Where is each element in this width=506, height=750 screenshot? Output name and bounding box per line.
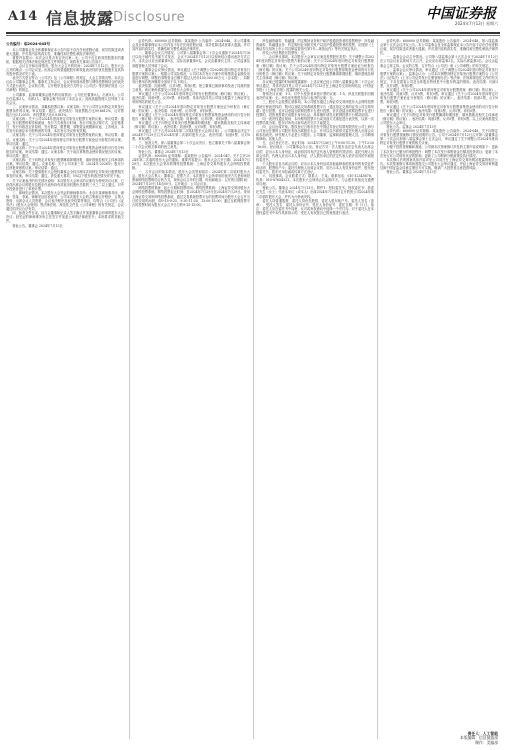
- column-divider: [253, 39, 254, 739]
- section-title-english: Disclosure: [113, 10, 186, 25]
- article-paragraph: 关于议案表决的有关情况说明：本次股东大会审议的议案均为特别决议议案，已获得出席会议的股东及股东代表所持有效表决权股份总数的三分之二以上通过。对中小投资者进行了单独计票。: [6, 178, 124, 191]
- article-paragraph: 网络投票的系统、起止日期和投票时间。网络投票系统：上海证券交易所股东大会网络投票系统。网络投票起止时间：自2024年7月29日至2024年7月29日。采用上海证券交易所网络投票系统，通过交易系统投票平台的投票时间为股东大会召开当日的交易时间段，即9:15-9:25，9:30-11:30，13:00-15:00；通过互联网投票平台的投票时间为股东大会召开当日的9:15-15:00。: [132, 186, 250, 207]
- article-paragraph: 二、监事会会议审议情况。审议通过《关于调整公司2024年度向特定对象发行股票方案的议案》。监事会认为：公司本次调整向特定对象发行股票方案符合《公司法》《证券法》《上市公司证券发行注册管理办法》等法律、法规和规范性文件的有关规定，不存在损害公司及全体股东特别是中小股东利益的情形。表决结果：同意3票，反对0票，弃权0票。: [380, 67, 498, 89]
- article-paragraph: 审议通过《关于召开2024年第二次临时股东大会的议案》。公司董事会决定于2024年7月29日召开2024年第二次临时股东大会。表决结果：同意9票，反对0票，弃权0票。: [132, 129, 250, 142]
- header-rule: [6, 32, 500, 34]
- column-4-paragraphs: [380, 39, 498, 174]
- column-1-content: [6, 39, 124, 228]
- article-paragraph: 三、股东大会投票注意事项。本公司股东通过上海证券交易所股东大会网络投票系统行使表决权的，既可以登陆交易系统投票平台（通过指定交易的证券公司交易终端）进行投票，也可以登陆互联网投票平台进行投票。首次登陆互联网投票平台进行投票的，投资者需要完成股东身份认证。具体操作请见互联网投票平台网站说明。: [256, 100, 374, 117]
- article-paragraph: 审议通过《关于公司2024年度向特定对象发行股票募集资金使用的可行性分析报告（修订稿）的议案》。表决结果：同意3票，反对0票，弃权0票。: [380, 104, 498, 113]
- article-paragraph: 审议通过《关于公司2024年度向特定对象发行股票预案（修订稿）的议案》。表决结果：同意3票，反对0票，弃权0票。审议通过《关于公司2024年度向特定对象发行股票方案论证分析报告（修订稿）的议案》。表决结果：同意3票，反对0票，弃权0票。: [380, 88, 498, 105]
- article-paragraph: 表决结果：同意9票，反对0票，弃权0票。独立董事已就该事项发表了同意的独立意见。该议案尚需提交公司股东大会审议。: [132, 84, 250, 93]
- article-paragraph: 审议通过《关于公司2024年度向特定对象发行股票方案论证分析报告（修订稿）的议案》。表决结果：同意9票，反对0票，弃权0票。: [132, 104, 250, 113]
- article-paragraph: 一、董事会会议召开情况。公司第八届董事会第二十次会议通知于2024年7月8日以电子邮件及书面方式发出，会议于2024年7月12日以现场结合通讯表决方式召开。本次会议应出席董事9名，实际出席董事9名。会议由董事长主持，公司监事及高级管理人员列席了会议。: [132, 51, 250, 68]
- article-paragraph: 特此公告。董事会 2024年7月13日: [138, 149, 189, 154]
- article-paragraph: 涉及公开征集股东投票权：无。: [262, 51, 308, 56]
- article-paragraph: 重要内容提示：本次会议是否有否决议案：无。公司于近日收到控股股东的通知，根据相关法律法规及规范性文件的规定，现将有关事项公告如下。: [6, 55, 124, 64]
- column-3: [256, 39, 374, 739]
- article-paragraph: 本次修订后的预案具体内容详见公司同日在上海证券交易所网站披露的相关公告。本次预案修订事项尚需提交公司股东大会审议通过，并经上海证券交易所审核通过和中国证监会同意注册后方可实施。敬请广大投资者注意投资风险。: [380, 157, 498, 170]
- article-paragraph: 特此公告。董事会 2024年7月13日。附件1：授权委托书。授权委托书：兹委托先生（女士）代表本单位（或本人）出席2024年7月29日召开的贵公司2024年第二次临时股东大会，并代为行使表决权。: [256, 186, 374, 199]
- issue-date: 2024年7月13日 星期六: [454, 21, 498, 26]
- footer-production: 制作：美编部: [475, 740, 498, 746]
- article-paragraph: 一、监事会会议召开情况。公司第八届监事会第十五次会议于2024年7月12日在公司会议室以现场方式召开。会议应出席监事3名，实际出席监事3名。会议由监事会主席主持。会议的召集、召开符合《公司法》和《公司章程》的有关规定。: [380, 55, 498, 68]
- article-paragraph: 各议案已披露的时间和披露媒体：上述议案已经公司第八届董事会第二十次会议审议通过，具体内容详见公司于2024年7月13日在上海证券交易所网站及《中国证券报》《上海证券报》披露的相关公告。: [256, 79, 374, 93]
- footer-editor: 本版编辑：信息披露部: [460, 735, 498, 741]
- article-paragraph: 特此公告。监事会 2024年7月13日: [386, 124, 437, 129]
- article-paragraph: 二、会议审议事项。本次股东大会审议议案及投票股东类型：关于调整公司2024年度向特定对象发行股票方案的议案；关于公司2024年度向特定对象发行股票预案（修订稿）的议案；关于公司2024年度向特定对象发行股票方案论证分析报告（修订稿）的议案；关于公司2024年度向特定对象发行股票募集资金使用的可行性分析报告（修订稿）的议案；关于向特定对象发行股票摊薄即期回报、填补措施及相关主体承诺（修订稿）的议案。: [256, 55, 374, 80]
- article-paragraph: 议案名称：关于向特定对象发行股票摊薄即期回报、填补措施及相关主体承诺的议案。审议结果：通过。议案名称：关于公司未来三年（2024年-2026年）股东分红回报规划的议案。审议结果：通过。: [6, 158, 124, 171]
- article-paragraph: 五、会议登记方法。登记时间：2024年7月26日上午9:00-11:30，下午13:30-16:00。登记地点：公司董事会办公室。登记方式：法人股东由法定代表人出席会议的，应出示本人身份证、能证明其具有法定代表人资格的有效证明；委托代理人出席会议的，代理人应出示本人身份证、法人股东单位的法定代表人依法出具的书面授权委托书。: [256, 141, 374, 162]
- article-paragraph: 证券代码：600000 证券简称：某某股份 公告编号：2024-049。关于向特定对象发行股票预案修订情况说明的公告。公司于2024年7月12日召开第八届董事会第二十次会议和第八届监事会第十五次会议，审议通过了关于调整公司2024年度向特定对象发行股票方案的相关议案。: [380, 129, 498, 146]
- article-paragraph: 议案名称：关于公司2024年度向特定对象发行股票预案的议案。审议结果：通过。议案名称：关于公司2024年度向特定对象发行股票方案论证分析报告的议案。审议结果：通过。: [6, 133, 124, 146]
- article-paragraph: 四、会议出席对象。股权登记日收市后在中国证券登记结算有限责任公司上海分公司登记在册的公司股东有权出席股东大会，并可以以书面形式委托代理人出席会议和参加表决。该代理人不必是公司股东。公司董事、监事和高级管理人员。公司聘请的律师。其他人员。: [256, 124, 374, 142]
- page-footer: [460, 732, 498, 746]
- page-number: A14: [8, 9, 38, 24]
- article-paragraph: 二、议案审议情况。非累积投票议案：议案名称：关于公司符合向特定对象发行股票条件的议案。审议结果：通过。表决情况：同意票数占比99.8612%，反对票数占比0.1205%，弃权票数占比0.0183%。: [6, 104, 124, 117]
- column-1-paragraphs: [6, 48, 124, 228]
- column-2: [132, 39, 250, 739]
- article-paragraph: 议案名称：关于提请股东大会授权董事会全权办理本次向特定对象发行股票相关事宜的议案。审议结果：通过。涉及重大事项，5%以下股东的表决情况详见下表。: [6, 170, 124, 179]
- article-paragraph: 个人股东亲自出席会议的，应出示本人身份证或其他能够表明其身份的有效证件或证明、股票账户卡；委托代理他人出席会议的，应出示本人有效身份证件、股东授权委托书。股东可用信函或传真方式登记。: [256, 161, 374, 174]
- article-paragraph: 二、董事会会议审议情况。审议通过《关于调整公司2024年度向特定对象发行股票方案的议案》。根据公司实际情况，公司对本次发行方案中的募集资金金额及用途进行调整，调整后募集资金总额不超过人民币150,000.00万元（含本数），扣除发行费用后的净额将全部用于以下项目。: [132, 67, 250, 84]
- newspaper-logo: 中国证券报: [426, 6, 496, 22]
- section-title: 信息披露: [46, 9, 115, 28]
- column-3-paragraphs: [256, 39, 374, 215]
- article-paragraph: 特别决议议案：1-5。对中小投资者单独计票的议案：1-5。涉及关联股东回避表决的议案：无。涉及优先股股东参与表决的议案：无。: [256, 92, 374, 101]
- article-paragraph: 六、其他事项。会议联系方式：联系人：王某。联系电话：010-12345678。传真：010-87654321。本次股东大会现场会议会期半天，与会股东食宿及交通费用自理。: [256, 174, 374, 187]
- column-divider: [377, 39, 378, 739]
- article-paragraph: 议案名称：关于公司2024年度向特定对象发行股票募集资金使用的可行性分析报告的议案。审议结果：通过。议案名称：关于前次募集资金使用情况报告的议案。审议结果：通过。: [6, 145, 124, 158]
- article-paragraph: 三、备查文件。第八届董事会第二十次会议决议；独立董事关于第八届董事会第二十次会议相关事项的独立意见。: [132, 141, 250, 150]
- header-rule-thin: [6, 35, 500, 36]
- column-2-paragraphs: [132, 39, 250, 207]
- article-paragraph: 四、备查文件目录。经与会董事和记录人签字确认并加盖董事会印章的股东大会决议；经见证的律师事务所主任签字并加盖公章的法律意见书；本所要求的其他文件。: [6, 211, 124, 224]
- article-paragraph: 审议通过《关于公司2024年度向特定对象发行股票预案（修订稿）的议案》。表决结果：同意9票，反对0票，弃权0票。具体内容详见公司同日披露于上海证券交易所网站的相关公告。: [132, 92, 250, 105]
- article-paragraph: 三、律师见证情况。本次股东大会见证的律师事务所：北京市某律师事务所。律师：张某、李某。律师见证结论意见：公司本次股东大会的召集和召开程序、召集人资格、出席会议人员资格、会议表决程序及表决结果等事宜，均符合《公司法》《证券法》《股东大会规则》等法律法规、规范性文件及《公司章程》的有关规定，会议通过的决议合法有效。: [6, 190, 124, 212]
- article-paragraph: 一、召开会议的基本情况。股东大会类型和届次：2024年第二次临时股东大会。股东大会召集人：董事会。投票方式：本次股东大会所采用的表决方式是现场投票和网络投票相结合的方式。现场会议召开的日期、时间和地点：召开的日期时间：2024年7月29日 14点00分。召开地点：公司会议室。: [132, 170, 250, 187]
- column-1: [6, 39, 124, 739]
- article-paragraph: 证券代码：600000 证券简称：某某股份 公告编号：2024-047。关于召开2024年第二次临时股东大会的通知。重要内容提示：股东大会召开日期：2024年7月29日。本次股东大会采用的网络投票系统：上海证券交易所股东大会网络投票系统。: [132, 153, 250, 170]
- article-paragraph: 审议通过《关于向特定对象发行股票摊薄即期回报、填补措施及相关主体承诺（修订稿）的议案》。表决结果：同意3票，反对0票，弃权0票。以上议案尚需提交公司股东大会审议。: [380, 112, 498, 125]
- footer-responsible: 责任人：人工智能: [467, 730, 498, 736]
- article-paragraph: 审议通过《关于公司2024年度向特定对象发行股票募集资金使用的可行性分析报告（修订稿）的议案》。表决结果：同意9票，反对0票，弃权0票。: [132, 112, 250, 121]
- article-paragraph: 本公司董事会及全体董事保证本公告内容不存在任何虚假记载、误导性陈述或者重大遗漏，并对其内容的真实性、准确性和完整性承担法律责任。: [6, 47, 124, 56]
- article-paragraph: 一、会议召开和出席情况。股东大会召开的时间：2024年7月12日。股东大会召开的地点：公司会议室。出席会议的普通股股东和恢复表决权的优先股股东及其持有股份情况详见下表。: [6, 63, 124, 77]
- article-paragraph: 证券代码：600000 证券简称：某某股份 公告编号：2024-046。本公司董事会及全体董事保证本公告内容不存在任何虚假记载、误导性陈述或者重大遗漏，并对其内容的真实性、准确性和完整性承担法律责任。: [132, 39, 250, 52]
- article-paragraph: 证券代码：600000 证券简称：某某股份 公告编号：2024-048。第八届监事会第十五次会议决议公告。本公司监事会及全体监事保证本公告内容不存在任何虚假记载、误导性陈述或者重大遗漏，并对其内容的真实性、准确性和完整性承担法律责任。: [380, 39, 498, 56]
- column-divider: [129, 39, 130, 739]
- article-paragraph: 议案名称：关于公司2024年度向特定对象发行股票方案的议案。审议结果：通过。发行股票的种类和面值、发行方式和发行时间、发行对象及认购方式、定价基准日、发行价格及定价原则、发行数量、限售期、募集资金规模和用途、上市地点、本次发行前滚存未分配利润的安排、本次发行决议的有效期。: [6, 117, 124, 134]
- article-paragraph: 表决方式是否符合《公司法》及《公司章程》的规定，大会主持情况等。本次会议由公司董事会召集，董事长主持会议，会议采用现场投票与网络投票相结合的表决方式进行表决。会议的召集、召开程序及表决方式符合《公司法》等法律法规及《公司章程》的规定。: [6, 76, 124, 93]
- article-paragraph: 同一表决权通过现场、本所网络投票平台或其他方式重复进行表决的，以第一次投票结果为准。股东对所有议案均表决完毕才能提交。: [256, 116, 374, 125]
- column-4: [380, 39, 498, 739]
- article-paragraph: 公司董事、监事和董事会秘书的出席情况：公司在任董事9人，出席9人；公司在任监事3人，出席3人；董事会秘书出席了本次会议；其他高级管理人员列席了本次会议。: [6, 92, 124, 105]
- article-paragraph: 审议通过《关于向特定对象发行股票摊薄即期回报、填补措施及相关主体承诺（修订稿）的议案》。表决结果：同意9票，反对0票，弃权0票。: [132, 120, 250, 129]
- masthead: [0, 0, 506, 34]
- article-paragraph: 委托人持普通股数、委托人持优先股数、委托人股东帐户号。委托人签名（盖章）、受托人签名、委托人身份证号、受托人身份证号、委托日期：年 月 日。备注：委托人应在委托书中同意、反对或弃权意向中选择一个并打勾，对于委托人在本授权委托书中未作具体指示的，受托人有权按自己的意愿进行表决。: [256, 198, 374, 215]
- article-paragraph: 特此公告。董事会 2024年7月13日: [386, 170, 437, 174]
- article-columns: [6, 39, 500, 739]
- article-paragraph: 为便于投资者理解和查阅，公司就本次预案修订涉及的主要内容说明如下：更新了本次发行已履行的审批程序；调整了本次发行募集资金总额及投资项目；更新了本次发行对公司财务状况的影响；更新了公司利润分配政策及执行情况。: [380, 145, 498, 158]
- article-paragraph: 涉及融资融券、转融通、约定购回业务账户和沪股通投资者的投票程序：涉及融资融券、转融通业务、约定购回业务相关账户以及沪股通投资者的投票，应按照《上海证券交易所上市公司自律监管指引第1号—规范运作》等有关规定执行。: [256, 39, 374, 52]
- notice-number: 公告编号：临2024-045号: [6, 41, 51, 46]
- article-paragraph: 特此公告。董事会 2024年7月13日: [12, 223, 63, 228]
